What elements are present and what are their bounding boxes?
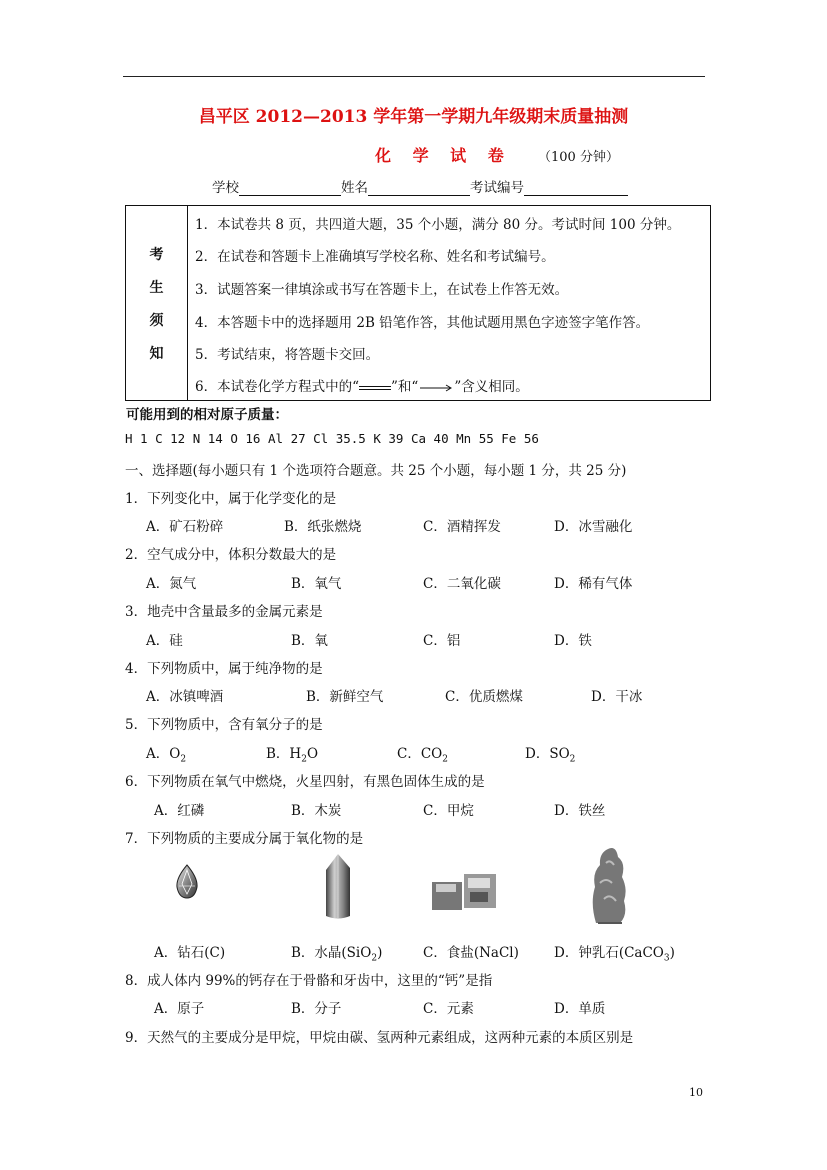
option-b[interactable]: B．氧 xyxy=(291,633,328,649)
option-b[interactable]: B．分子 xyxy=(291,1001,342,1017)
exam-title: 昌平区 2012—2013 学年第一学期九年级期末质量抽测 xyxy=(198,107,629,127)
stalactite-image xyxy=(586,843,632,927)
section-heading: 一、选择题(每小题只有 1 个选项符合题意。共 25 个小题，每小题 1 分，共 25 分) xyxy=(125,463,627,479)
option-d[interactable]: D．冰雪融化 xyxy=(554,519,633,535)
option-a-subscript: 2 xyxy=(180,754,187,765)
notice-item: 5．考试结束，将答题卡交回。 xyxy=(195,347,380,363)
option-b[interactable] xyxy=(291,941,382,964)
quartz-crystal-image xyxy=(318,852,358,922)
exam-duration: （100 分钟） xyxy=(538,150,619,165)
option-d[interactable]: D．单质 xyxy=(554,1001,606,1017)
option-b-subscript: 2 xyxy=(301,754,307,765)
atomic-mass-label: 可能用到的相对原子质量： xyxy=(126,407,288,423)
page-number: 10 xyxy=(689,1086,703,1099)
option-b-subscript: 2 xyxy=(371,953,378,964)
notice-item: 4．本答题卡中的选择题用 2B 铅笔作答，其他试题用黑色字迹签字笔作答。 xyxy=(195,315,650,331)
option-c[interactable]: C．铝 xyxy=(423,633,461,649)
equals-sign-icon xyxy=(359,386,391,390)
exam-notice-box xyxy=(125,205,711,401)
option-c[interactable]: C．优质燃煤 xyxy=(445,689,523,705)
question-stem: 6．下列物质在氧气中燃烧，火星四射，有黑色固体生成的是 xyxy=(125,774,485,790)
diamond-image xyxy=(174,864,200,900)
option-d[interactable]: D．干冰 xyxy=(591,689,643,705)
option-b[interactable]: B．纸张燃烧 xyxy=(284,519,362,535)
notice-item-6-part-b: ”和“ xyxy=(391,379,419,395)
notice-item-6-part-a: 6．本试卷化学方程式中的“ xyxy=(195,379,359,395)
option-a-text: A．O xyxy=(146,746,181,762)
name-blank[interactable] xyxy=(368,181,470,196)
question-stem: 1．下列变化中，属于化学变化的是 xyxy=(125,491,337,507)
option-b-text: B．H xyxy=(266,746,302,762)
option-d-subscript: 3 xyxy=(663,953,670,964)
notice-char: 知 xyxy=(149,346,164,362)
notice-item-6 xyxy=(195,375,529,395)
option-d-text-end: ) xyxy=(669,945,675,961)
question-stem: 7．下列物质的主要成分属于氧化物的是 xyxy=(125,831,364,847)
option-d[interactable]: D．铁丝 xyxy=(554,803,606,819)
notice-item: 2．在试卷和答题卡上准确填写学校名称、姓名和考试编号。 xyxy=(195,249,555,265)
question-stem: 5．下列物质中，含有氧分子的是 xyxy=(125,717,323,733)
question-stem: 3．地壳中含量最多的金属元素是 xyxy=(125,604,323,620)
option-c[interactable]: C．甲烷 xyxy=(423,803,474,819)
option-a[interactable] xyxy=(146,742,186,765)
option-b[interactable] xyxy=(266,742,318,765)
option-c-subscript: 2 xyxy=(442,754,448,765)
option-d[interactable] xyxy=(525,742,575,765)
question-stem: 8．成人体内 99%的钙存在于骨骼和牙齿中，这里的“钙”是指 xyxy=(125,973,493,989)
option-b[interactable]: B．氧气 xyxy=(291,576,342,592)
option-a[interactable]: A．原子 xyxy=(154,1001,205,1017)
option-d-text: D．SO xyxy=(525,746,570,762)
option-a[interactable]: A．钻石(C) xyxy=(154,945,226,961)
option-d[interactable]: D．铁 xyxy=(554,633,592,649)
option-d-text: D．钟乳石(CaCO xyxy=(554,945,664,961)
header-rule xyxy=(123,76,705,77)
exam-subtitle: 化 学 试 卷 xyxy=(375,146,512,165)
option-a[interactable]: A．硅 xyxy=(146,633,183,649)
option-a[interactable]: A．矿石粉碎 xyxy=(146,519,224,535)
option-a[interactable]: A．红磷 xyxy=(154,803,205,819)
option-c[interactable] xyxy=(397,742,448,765)
name-label: 姓名 xyxy=(341,180,368,196)
option-a[interactable]: A．冰镇啤酒 xyxy=(146,689,224,705)
notice-char: 须 xyxy=(149,313,164,329)
notice-char: 生 xyxy=(149,280,164,296)
option-c[interactable]: C．食盐(NaCl) xyxy=(423,945,519,961)
option-c[interactable]: C．酒精挥发 xyxy=(423,519,501,535)
notice-char: 考 xyxy=(149,247,164,263)
exam-no-blank[interactable] xyxy=(524,181,628,196)
right-arrow-icon xyxy=(418,383,454,393)
question-stem: 4．下列物质中，属于纯净物的是 xyxy=(125,661,323,677)
option-c[interactable]: C．元素 xyxy=(423,1001,474,1017)
salt-crystals-image xyxy=(430,870,500,912)
notice-item: 1．本试卷共 8 页，共四道大题，35 个小题，满分 80 分。考试时间 100 分钟。 xyxy=(195,217,681,233)
option-c[interactable]: C．二氧化碳 xyxy=(423,576,501,592)
option-b[interactable]: B．新鲜空气 xyxy=(306,689,384,705)
option-b[interactable]: B．木炭 xyxy=(291,803,342,819)
notice-item: 3．试题答案一律填涂或书写在答题卡上，在试卷上作答无效。 xyxy=(195,282,569,298)
option-b-text: B．水晶(SiO xyxy=(291,945,372,961)
question-stem: 9．天然气的主要成分是甲烷，甲烷由碳、氢两种元素组成，这两种元素的本质区别是 xyxy=(125,1030,634,1046)
notice-item-6-part-c: ”含义相同。 xyxy=(454,379,529,395)
question-stem: 2．空气成分中，体积分数最大的是 xyxy=(125,547,337,563)
option-b-text-end: ) xyxy=(377,945,383,961)
student-info-line xyxy=(212,176,628,196)
option-c-text: C．CO xyxy=(397,746,443,762)
option-d-subscript: 2 xyxy=(569,754,576,765)
school-blank[interactable] xyxy=(239,181,341,196)
exam-no-label: 考试编号 xyxy=(470,180,524,196)
option-b-text-end: O xyxy=(306,746,319,762)
notice-side-label xyxy=(126,206,188,400)
school-label: 学校 xyxy=(212,180,239,196)
option-d[interactable] xyxy=(554,941,675,964)
option-a[interactable]: A．氮气 xyxy=(146,576,197,592)
atomic-mass-values: H 1 C 12 N 14 O 16 Al 27 Cl 35.5 K 39 Ca 40 Mn 55 Fe 56 xyxy=(125,431,539,446)
option-d[interactable]: D．稀有气体 xyxy=(554,576,633,592)
